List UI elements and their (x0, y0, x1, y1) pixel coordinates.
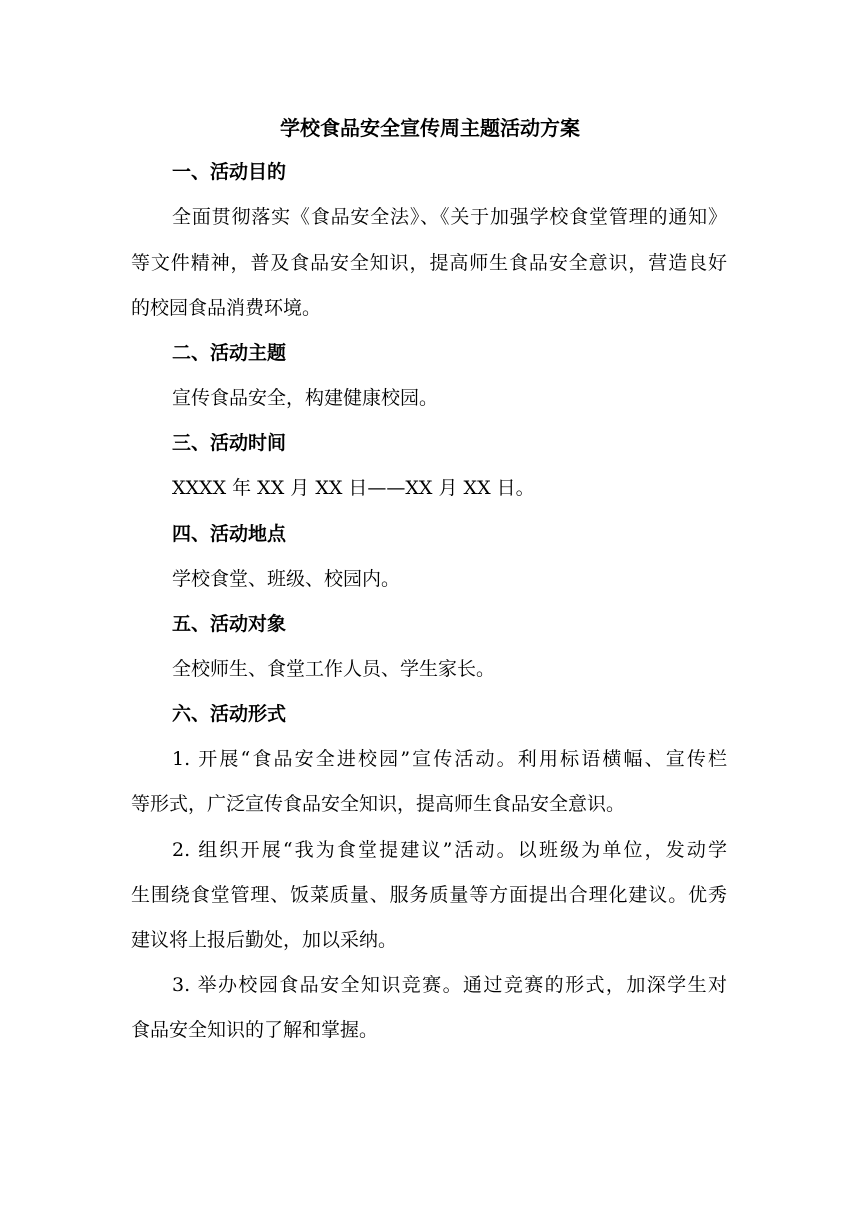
section-heading-audience: 五、活动对象 (172, 613, 287, 635)
paragraph-line: 学校食堂、班级、校园内。 (172, 568, 401, 590)
paragraph-line: 等文件精神，普及食品安全知识，提高师生食品安全意识，营造良好 (131, 252, 727, 274)
paragraph-line: 的校园食品消费环境。 (131, 297, 322, 319)
list-item-line: 等形式，广泛宣传食品安全知识，提高师生食品安全意识。 (131, 793, 626, 815)
list-item-line: 3. 举办校园食品安全知识竞赛。通过竞赛的形式，加深学生对 (172, 974, 727, 996)
list-item-line: 食品安全知识的了解和掌握。 (131, 1019, 379, 1041)
section-heading-theme: 二、活动主题 (172, 342, 287, 364)
paragraph-line: 全校师生、食堂工作人员、学生家长。 (172, 658, 496, 680)
document-title: 学校食品安全宣传周主题活动方案 (280, 116, 580, 140)
section-heading-purpose: 一、活动目的 (172, 161, 287, 183)
paragraph-line: XXXX 年 XX 月 XX 日——XX 月 XX 日。 (172, 477, 535, 499)
list-item-line: 生围绕食堂管理、饭菜质量、服务质量等方面提出合理化建议。优秀 (131, 884, 727, 906)
paragraph-line: 全面贯彻落实《食品安全法》、《关于加强学校食堂管理的通知》 (172, 206, 727, 228)
list-item-line: 建议将上报后勤处，加以采纳。 (131, 929, 398, 951)
list-item-line: 2. 组织开展“我为食堂提建议”活动。以班级为单位，发动学 (172, 839, 727, 861)
list-item-line: 1. 开展“食品安全进校园”宣传活动。利用标语横幅、宣传栏 (172, 748, 727, 770)
paragraph-line: 宣传食品安全，构建健康校园。 (172, 387, 439, 409)
section-heading-format: 六、活动形式 (172, 703, 287, 725)
section-heading-location: 四、活动地点 (172, 523, 287, 545)
section-heading-time: 三、活动时间 (172, 432, 287, 454)
